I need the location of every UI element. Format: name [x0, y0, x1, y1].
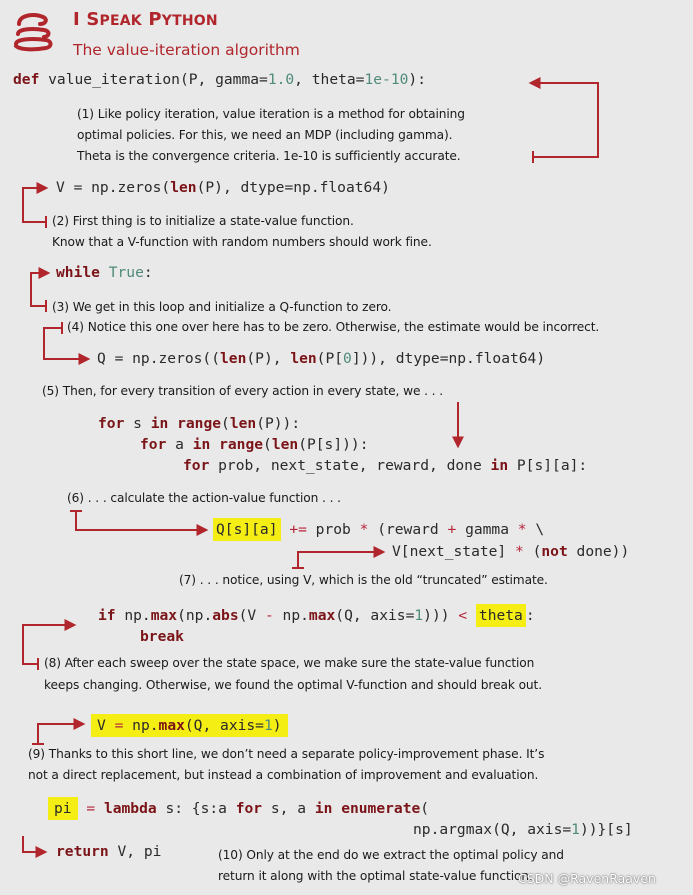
- note-1-line-3: Theta is the convergence criteria. 1e-10 is sufficiently accurate.: [77, 149, 461, 163]
- code-line-pi: [48, 800, 429, 817]
- code-text: (P)):: [256, 415, 301, 432]
- code-text: ])), dtype=np.float64): [351, 350, 546, 367]
- title-ython: YTHON: [161, 13, 218, 29]
- note-8-line-2: keeps changing. Otherwise, we found the optimal V-function and should break out.: [44, 678, 543, 692]
- code-line-def: [13, 71, 426, 88]
- op-assign: =: [114, 717, 124, 734]
- code-text: prob: [306, 521, 360, 538]
- kw-max: max: [158, 717, 185, 734]
- kw-break: break: [140, 628, 184, 645]
- code-text: (Q, axis=: [184, 717, 264, 734]
- code-text: (: [523, 543, 542, 560]
- arrow-note-10: [23, 836, 45, 852]
- code-line-break: [140, 628, 184, 645]
- code-text: ):: [408, 71, 426, 88]
- kw-len: len: [271, 436, 299, 453]
- note-9-line-2: not a direct replacement, but instead a combination of improvement and evaluation.: [28, 768, 539, 782]
- code-line-if: [98, 607, 535, 624]
- kw-len: len: [290, 350, 317, 367]
- note-2-line-2: Know that a V-function with random numbers should work fine.: [52, 235, 432, 249]
- kw-return: return: [56, 843, 109, 860]
- code-text: :: [525, 607, 535, 624]
- code-text: ): [272, 717, 282, 734]
- code-line-v-init: [56, 179, 390, 196]
- code-text: np.argmax(Q, axis=: [413, 821, 572, 838]
- num-literal: 1: [414, 607, 424, 624]
- num-literal: 1: [571, 821, 580, 838]
- num-literal: 1.0: [267, 71, 295, 88]
- note-5: (5) Then, for every transition of every action in every state, we . . .: [42, 384, 443, 398]
- note-10-line-1: (10) Only at the end do we extract the optimal policy and: [218, 848, 564, 862]
- code-text: prob, next_state, reward, done: [209, 457, 491, 474]
- code-text: (P[s])):: [298, 436, 369, 453]
- arrow-note-7: [298, 552, 383, 568]
- code-text: V, pi: [108, 843, 162, 860]
- code-text: P[s][a]:: [508, 457, 588, 474]
- arrow-note-2: [23, 188, 46, 222]
- kw-abs: abs: [212, 607, 239, 624]
- kw-for: for: [235, 800, 263, 817]
- highlight-pi: pi: [48, 797, 78, 820]
- arrow-note-1: [531, 83, 598, 157]
- code-text: (reward: [368, 521, 448, 538]
- title-s: S: [86, 9, 100, 30]
- op-mul: *: [359, 521, 369, 538]
- watermark: CSDN @RavenRaaven: [518, 871, 656, 886]
- code-text: (: [420, 800, 430, 817]
- kw-while: while: [56, 264, 100, 281]
- code-text: np.: [115, 607, 151, 624]
- code-line-q-update-cont: [392, 543, 629, 560]
- kw-not: not: [541, 543, 568, 560]
- code-text: gamma: [456, 521, 518, 538]
- code-line-return: [56, 843, 161, 860]
- note-4: (4) Notice this one over here has to be zero. Otherwise, the estimate would be incorrect.: [67, 320, 600, 334]
- code-text: (Q, axis=: [335, 607, 415, 624]
- note-2-line-1: (2) First thing is to initialize a state-value function.: [52, 214, 354, 228]
- arrow-note-6: [76, 511, 206, 530]
- python-snake-icon: [10, 8, 60, 58]
- op-mul: *: [515, 543, 524, 560]
- code-text: [467, 607, 476, 624]
- code-text: np.: [123, 717, 159, 734]
- kw-len: len: [220, 350, 247, 367]
- code-text: V: [97, 717, 115, 734]
- num-literal: 1e-10: [364, 71, 409, 88]
- op-assign: =: [77, 800, 104, 817]
- code-text: s: [124, 415, 151, 432]
- code-text: (P[: [316, 350, 344, 367]
- code-text: ))}[s]: [579, 821, 633, 838]
- code-text: (P), dtype=np.float64): [196, 179, 390, 196]
- kw-max: max: [150, 607, 178, 624]
- code-text: \: [526, 521, 545, 538]
- op-mul: *: [517, 521, 527, 538]
- num-literal: 1: [263, 717, 273, 734]
- note-7: (7) . . . notice, using V, which is the old “truncated” estimate.: [179, 573, 548, 587]
- note-1-line-1: (1) Like policy iteration, value iteration is a method for obtaining: [77, 107, 465, 121]
- highlight-v-update: [91, 714, 288, 737]
- op-lt: <: [458, 607, 468, 624]
- kw-for: for: [98, 415, 125, 432]
- code-text: (P),: [246, 350, 291, 367]
- code-text: a: [166, 436, 193, 453]
- kw-max: max: [308, 607, 336, 624]
- note-1-line-2: optimal policies. For this, we need an MDP (including gamma).: [77, 128, 453, 142]
- op-minus: -: [264, 607, 274, 624]
- num-literal: 0: [343, 350, 352, 367]
- kw-for: for: [140, 436, 167, 453]
- note-9-line-1: (9) Thanks to this short line, we don’t need a separate policy-improvement phase. It’s: [28, 747, 545, 761]
- code-line-pi-cont: [413, 821, 633, 838]
- code-text: (V: [238, 607, 265, 624]
- arrow-note-3: [31, 273, 48, 306]
- code-text: V[next_state]: [392, 543, 516, 560]
- code-line-q-update: [213, 521, 544, 538]
- code-text: s, a: [262, 800, 315, 817]
- code-line-q-init: [97, 350, 545, 367]
- code-text: value_iteration(P, gamma=: [39, 71, 268, 88]
- kw-range: range: [177, 415, 222, 432]
- kw-def: def: [13, 71, 40, 88]
- code-text: :: [143, 264, 153, 281]
- note-3: (3) We get in this loop and initialize a Q-function to zero.: [52, 300, 392, 314]
- note-10-line-2: return it along with the optimal state-value function.: [218, 869, 533, 883]
- title-peak: PEAK: [99, 13, 142, 29]
- highlight-theta: theta: [476, 604, 526, 627]
- kw-len: len: [170, 179, 197, 196]
- kw-if: if: [98, 607, 116, 624]
- kw-len: len: [229, 415, 257, 432]
- code-line-for-transition: [183, 457, 587, 474]
- code-line-while: [56, 264, 153, 281]
- kw-in: in: [150, 415, 169, 432]
- kw-in: in: [192, 436, 211, 453]
- code-text: Q = np.zeros((: [97, 350, 221, 367]
- code-text: (np.: [177, 607, 213, 624]
- title-first: I: [73, 9, 80, 30]
- note-6: (6) . . . calculate the action-value function . . .: [67, 491, 341, 505]
- title-p: P: [148, 9, 162, 30]
- code-text: done)): [567, 543, 630, 560]
- code-text: ))): [423, 607, 459, 624]
- kw-enumerate: enumerate: [341, 800, 421, 817]
- kw-in: in: [314, 800, 333, 817]
- code-line-for-a: for a in range(len(P[s])):: [140, 436, 369, 453]
- code-line-for-s: for s in range(len(P)):: [98, 415, 301, 432]
- op-plus: +: [447, 521, 457, 538]
- book-title: [73, 9, 218, 30]
- kw-range: range: [219, 436, 264, 453]
- code-text: , theta=: [294, 71, 365, 88]
- kw-in: in: [490, 457, 509, 474]
- code-text: np.: [273, 607, 309, 624]
- kw-lambda: lambda: [103, 800, 157, 817]
- highlight-q-sa: Q[s][a]: [213, 518, 281, 541]
- arrow-note-9: [38, 724, 83, 744]
- op-plus-eq: +=: [289, 521, 307, 538]
- code-text: s: {s:a: [156, 800, 236, 817]
- code-text: V = np.zeros(: [56, 179, 171, 196]
- page-subtitle: The value-iteration algorithm: [73, 41, 300, 59]
- kw-for: for: [183, 457, 210, 474]
- note-8-line-1: (8) After each sweep over the state space, we make sure the state-value function: [44, 656, 535, 670]
- const-true: True: [108, 264, 144, 281]
